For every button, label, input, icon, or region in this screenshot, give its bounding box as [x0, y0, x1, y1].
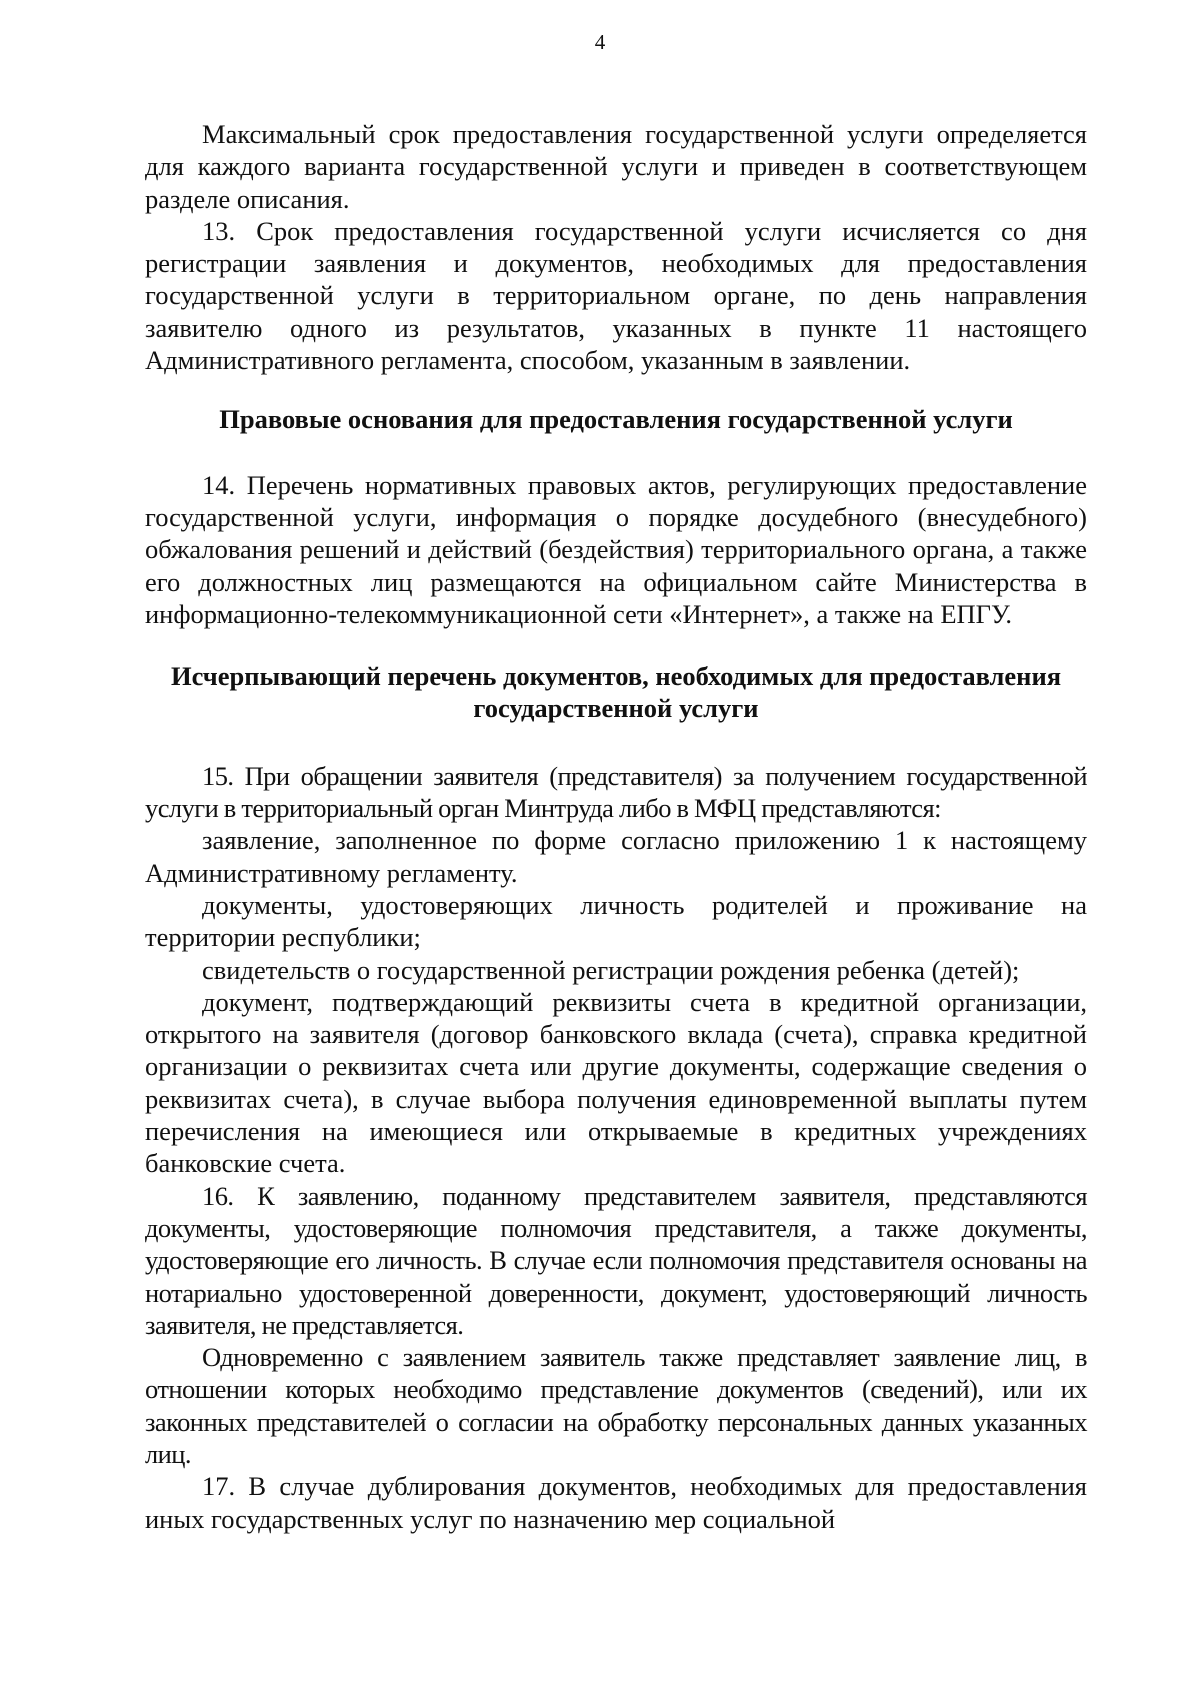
page-number: 4 — [594, 30, 606, 54]
heading-legal-grounds: Правовые основания для предоставления государственной услуги — [219, 404, 1013, 435]
heading-documents-list: Исчерпывающий перечень документов, необходимых для предоставления государственной услуги — [170, 661, 1062, 724]
list-item-identity-documents: документы, удостоверяющих личность родителей и проживание на территории республики; — [145, 889, 1087, 953]
paragraph-17: 17. В случае дублирования документов, необходимых для предоставления иных государственных услуг по назначению мер социальной — [145, 1471, 1087, 1534]
paragraph-16: 16. К заявлению, поданному представителем заявителя, представляются документы, удостоверяющие полномочия представителя, а также документы, удостоверяющие его личность. В случае если полномочия представителя основаны на нотариально удостоверенной доверенности, документ, удостоверяющий личность заявителя, не представляется. — [145, 1180, 1087, 1340]
list-item-birth-certificates: свидетельств о государственной регистрации рождения ребенка (детей); — [202, 954, 1020, 985]
paragraph-max-term: Максимальный срок предоставления государственной услуги определяется для каждого варианта государственной услуги и приведен в соответствующем разделе описания. — [145, 119, 1087, 214]
paragraph-15: 15. При обращении заявителя (представителя) за получением государственной услуги в территориальный орган Минтруда либо в МФЦ представляются: — [145, 760, 1087, 824]
list-item-bank-details: документ, подтверждающий реквизиты счета в кредитной организации, открытого на заявителя (договор банковского вклада (счета), справка кредитной организации о реквизитах счета или другие документы, содержащие сведения о реквизитах счета), в случае выбора получения единовременной выплаты путем перечисления на имеющиеся или открываемые в кредитных учреждениях банковские счета. — [145, 986, 1087, 1179]
paragraph-14: 14. Перечень нормативных правовых актов, регулирующих предоставление государственной услуги, информация о порядке досудебного (внесудебного) обжалования решений и действий (бездействия) территориального органа, а также его должностных лиц размещаются на официальном сайте Министерства в информационно-телекоммуникационной сети «Интернет», а также на ЕПГУ. — [145, 469, 1087, 629]
document-body — [145, 118, 1087, 1535]
paragraph-13: 13. Срок предоставления государственной услуги исчисляется со дня регистрации заявления и документов, необходимых для предоставления государственной услуги в территориальном органе, по день направления заявителю одного из результатов, указанных в пункте 11 настоящего Административного регламента, способом, указанным в заявлении. — [145, 215, 1087, 376]
paragraph-consent: Одновременно с заявлением заявитель также представляет заявление лиц, в отношении которых необходимо представление документов (сведений), или их законных представителей о согласии на обработку персональных данных указанных лиц. — [145, 1342, 1087, 1469]
list-item-application: заявление, заполненное по форме согласно приложению 1 к настоящему Административному регламенту. — [145, 825, 1087, 888]
